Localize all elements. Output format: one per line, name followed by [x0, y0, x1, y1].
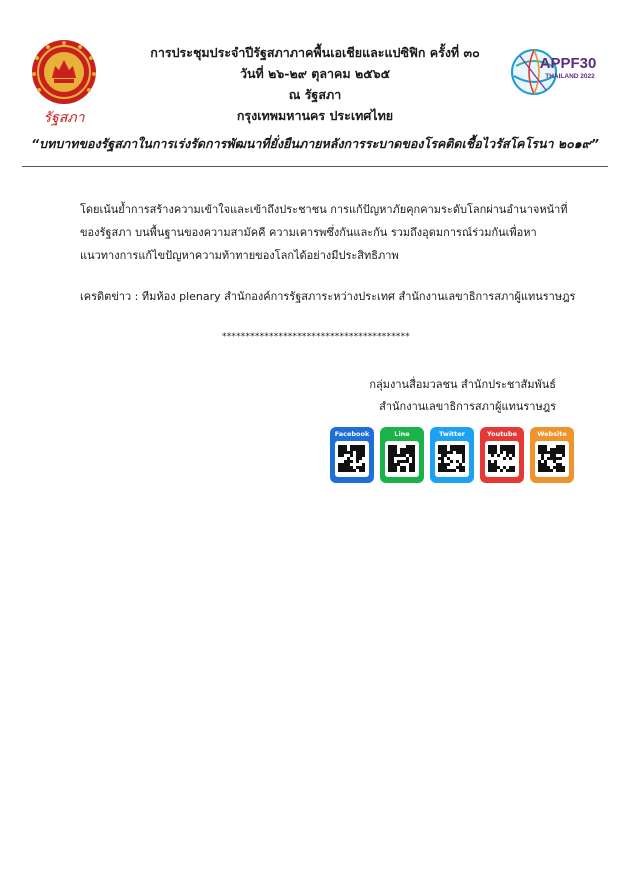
header-line-4: กรุงเทพมหานคร ประเทศไทย: [236, 108, 394, 123]
qr-pattern-icon: [488, 445, 515, 472]
qr-label-website: Website: [537, 430, 567, 438]
qr-pattern-icon: [538, 445, 565, 472]
qr-label-twitter: Twitter: [439, 430, 465, 438]
qr-tile-twitter[interactable]: [430, 427, 474, 483]
separator-stars: ****************************************: [222, 332, 410, 342]
news-credit: เครดิตข่าว : ทีมห้อง plenary สำนักองค์การรัฐสภาระหว่างประเทศ สำนักงานเลขาธิการสภาผู้แทนราษฎร: [80, 290, 576, 303]
signature-line-1: กลุ่มงานสื่อมวลชน สำนักประชาสัมพันธ์: [369, 378, 556, 391]
qr-tile-website[interactable]: [530, 427, 574, 483]
appf30-logo: [506, 38, 602, 108]
header-line-2: วันที่ ๒๖-๒๙ ตุลาคม ๒๕๖๕: [239, 66, 391, 81]
conference-theme-subtitle: “บทบาทของรัฐสภาในการเร่งรัดการพัฒนาที่ยั่งยืนภายหลังการระบาดของโรคติดเชื้อไวรัสโคโรนา ๒๐๑๙”: [31, 136, 599, 151]
body-line-3: แนวทางการแก้ไขปัญหาความท้าทายของโลกได้อย่างมีประสิทธิภาพ: [80, 249, 399, 262]
qr-pattern-icon: [388, 445, 415, 472]
appf30-logo-sub-text: THAILAND 2022: [545, 73, 595, 80]
qr-code-website: [535, 441, 569, 477]
qr-code-row: [328, 427, 578, 487]
parliament-seal-logo: [28, 38, 100, 128]
parliament-logo-text: รัฐสภา: [43, 110, 85, 126]
qr-code-twitter: [435, 441, 469, 477]
header-divider: [22, 166, 608, 167]
header-line-1: การประชุมประจำปีรัฐสภาภาคพื้นเอเชียและแปซิฟิก ครั้งที่ ๓๐: [150, 45, 480, 60]
qr-code-line: [385, 441, 419, 477]
signature-line-2: สำนักงานเลขาธิการสภาผู้แทนราษฎร: [379, 400, 556, 413]
body-paragraph: [80, 198, 572, 267]
qr-label-line: Line: [394, 430, 410, 438]
header-block: [120, 42, 510, 126]
qr-pattern-icon: [438, 445, 465, 472]
body-line-2: ของรัฐสภา บนพื้นฐานของความสามัคคี ความเคารพซึ่งกันและกัน รวมถึงอุดมการณ์ร่วมกันเพื่อหา: [80, 226, 537, 239]
qr-pattern-icon: [338, 445, 365, 472]
qr-tile-facebook[interactable]: [330, 427, 374, 483]
qr-tile-youtube[interactable]: [480, 427, 524, 483]
header-line-3: ณ รัฐสภา: [288, 87, 342, 102]
appf30-logo-main-text: APPF30: [539, 55, 597, 72]
qr-code-facebook: [335, 441, 369, 477]
qr-tile-line[interactable]: [380, 427, 424, 483]
body-line-1: โดยเน้นย้ำการสร้างความเข้าใจและเข้าถึงประชาชน การแก้ปัญหาภัยคุกคามระดับโลกผ่านอำนาจหน้าที่: [80, 203, 568, 216]
qr-code-youtube: [485, 441, 519, 477]
qr-label-youtube: Youtube: [487, 430, 517, 438]
qr-label-facebook: Facebook: [334, 430, 370, 438]
signature-block: [369, 374, 556, 418]
